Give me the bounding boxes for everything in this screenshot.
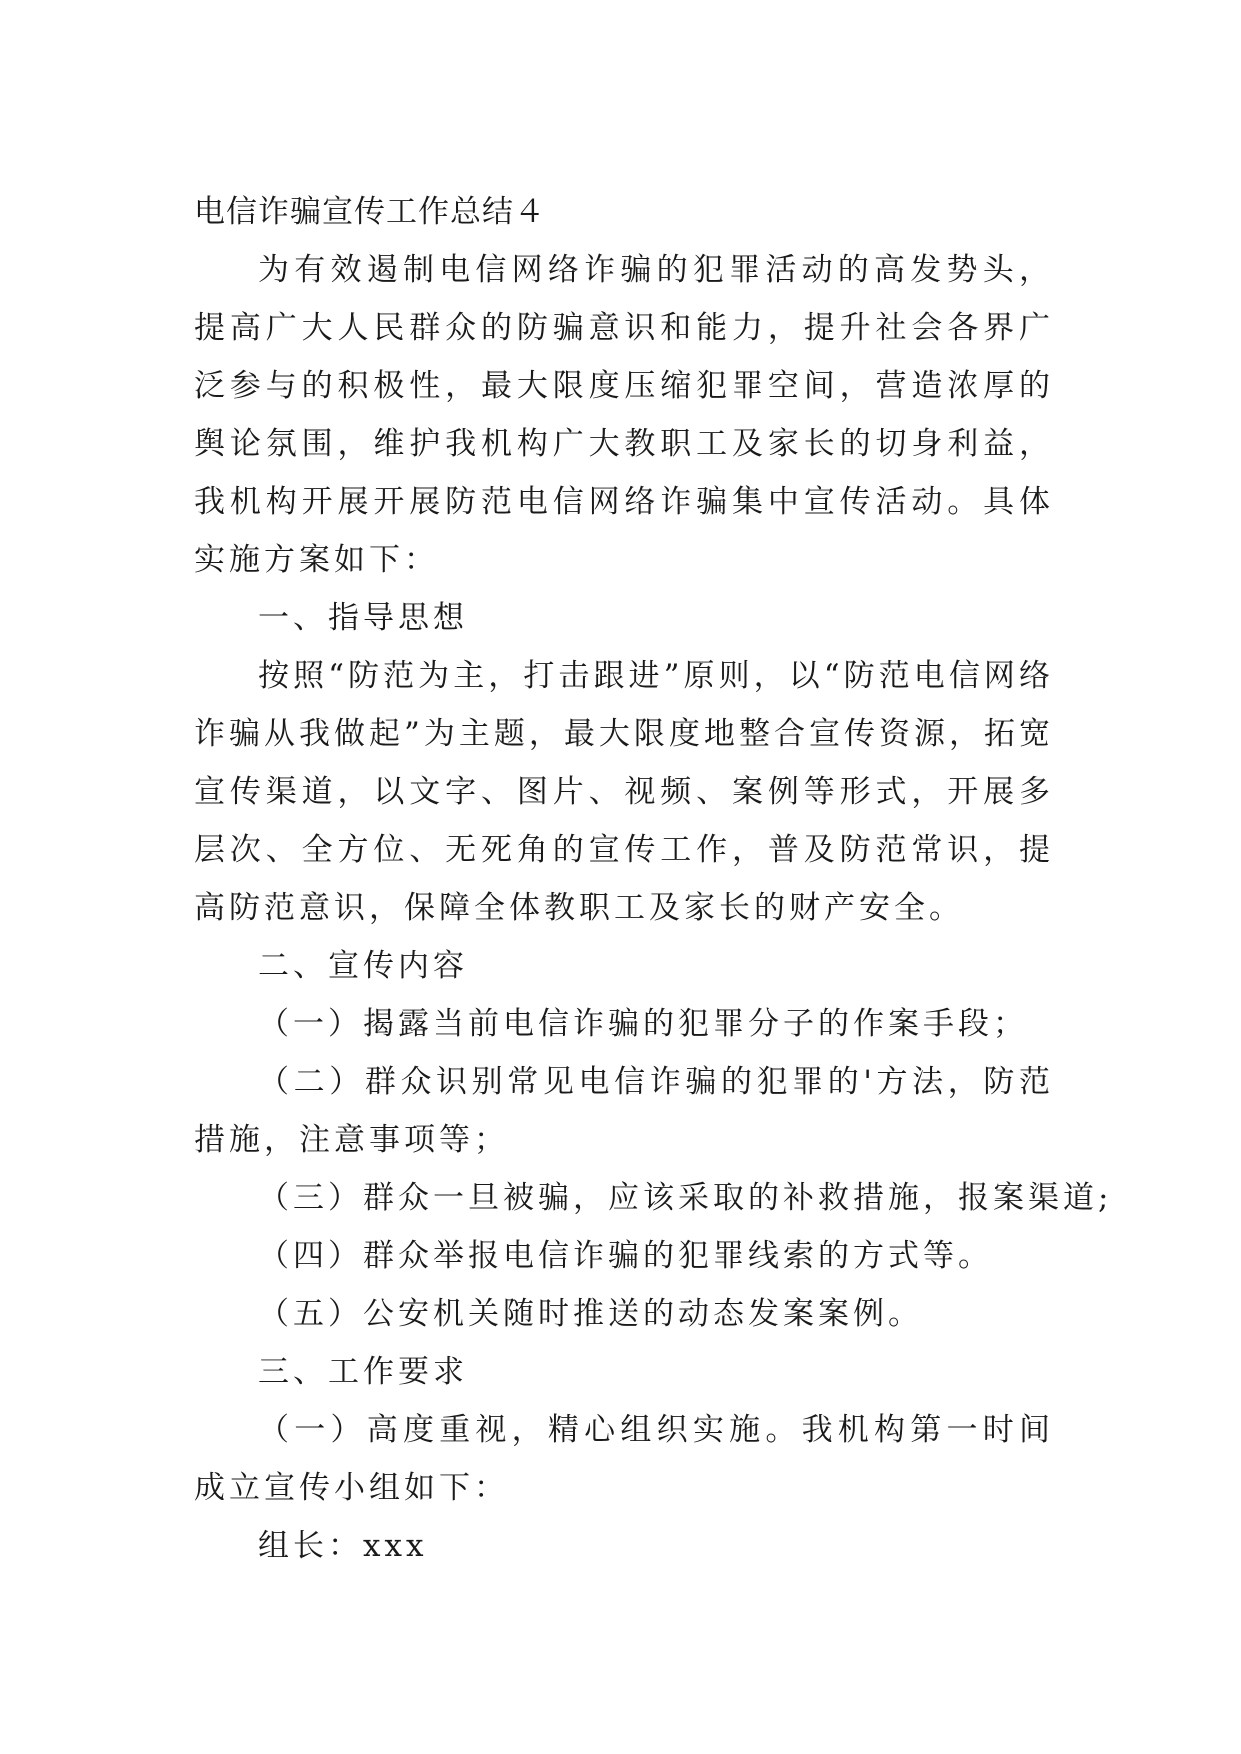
publicity-item-2: （二）群众识别常见电信诈骗的犯罪的'方法，防范措施，注意事项等；	[194, 1064, 1054, 1158]
publicity-item-1: （一）揭露当前电信诈骗的犯罪分子的作案手段；	[258, 1006, 1028, 1042]
requirement-item-1: （一）高度重视，精心组织实施。我机构第一时间成立宣传小组如下：	[194, 1412, 1054, 1506]
document-title: 电信诈骗宣传工作总结４	[194, 194, 546, 230]
leader-line: 组长：xxx	[258, 1528, 428, 1564]
section-heading-work-requirements: 三、工作要求	[258, 1354, 468, 1390]
publicity-item-3: （三）群众一旦被骗，应该采取的补救措施，报案渠道;	[258, 1180, 1113, 1216]
section-heading-guiding-thought: 一、指导思想	[258, 600, 468, 636]
intro-paragraph: 为有效遏制电信网络诈骗的犯罪活动的高发势头，提高广大人民群众的防骗意识和能力，提升社会各界广泛参与的积极性，最大限度压缩犯罪空间，营造浓厚的舆论氛围，维护我机构广大教职工及家长的切身利益，我机构开展开展防范电信网络诈骗集中宣传活动。具体实施方案如下：	[194, 252, 1054, 578]
section-heading-publicity-content: 二、宣传内容	[258, 948, 468, 984]
publicity-item-4: （四）群众举报电信诈骗的犯罪线索的方式等。	[258, 1238, 993, 1274]
guiding-thought-paragraph: 按照“防范为主，打击跟进”原则，以“防范电信网络诈骗从我做起”为主题，最大限度地整合宣传资源，拓宽宣传渠道，以文字、图片、视频、案例等形式，开展多层次、全方位、无死角的宣传工作，普及防范常识，提高防范意识，保障全体教职工及家长的财产安全。	[194, 658, 1054, 926]
document-body	[194, 183, 1113, 1575]
publicity-item-5: （五）公安机关随时推送的动态发案案例。	[258, 1296, 923, 1332]
